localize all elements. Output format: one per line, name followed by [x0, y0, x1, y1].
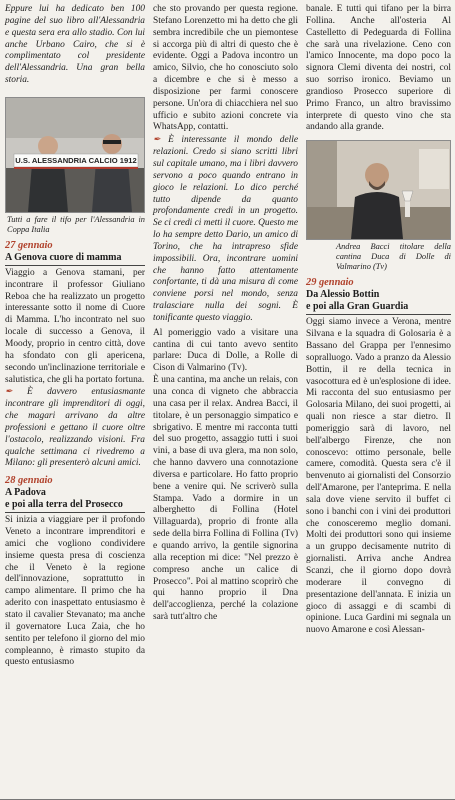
section-title-29-line2: e poi alla Gran Guardia [306, 301, 409, 313]
section-title-29-line1: Da Alessio Bottin [306, 289, 380, 301]
section-divider [5, 512, 145, 513]
section-divider [5, 265, 145, 266]
column-3 [306, 4, 451, 637]
column-2 [153, 4, 298, 624]
entry-29-body: Oggi siamo invece a Verona, mentre Silvana e la squadra di Golosaria è a Bassano del Grappa per l'ennesimo sopralluogo. Vado a pranzo da Alessio Bottin, il re della tecnica in vasocottura ed è un'esplosione di idee. Mi racconta del suo entusiasmo per Golosaria Milano, dei suoi progetti, ai quali non riesce a star dietro. Il pomeriggio sarà di lavoro, nel bell'albergo Firenze, che non conoscevo: ottimo personale, belle camere, comodità. Questa sera c'è il benvenuto ai giornalisti del Consorzio dell'Amarone, per l'anteprima. E nella sala dove viene servito il buffet ci sono i banchi con i vini dei produttori che conosceremo meglio domani. Molti dei produttori sono qui insieme a un gruppo decisamente nutrito di giornalisti. Arriva anche Andrea Scanzi, che il giorno dopo dovrà moderare il convegno di presentazione dell'annata. E inizia un gioco di assaggi e di scambi di opinione. Luca Gardini mi segnala un nuovo Amarone e così Alessan- [306, 317, 451, 636]
col2-paragraph-3: È una cantina, ma anche un relais, con una conca di vigneto che abbraccia una casa per il relax. Andrea Bacci, il titolare, è un personaggio simpatico e sbrigativo. E mentre mi racconta tutti del suo progetto, assaggio tutti i suoi vini, a base di uva glera, ma non solo, che hanno davvero una connotazione diversa e particolare. Ho fatto proprio bene a venire qui. Ne scriverò sulla Stampa. Vado a dormire in un alberghetto di Follina (Hotel Villaguarda), proprio di fronte alla sede della birra Follina di Follina (Tv) e quando arrivo, la gentile signorina alla reception mi dice: "Nel prezzo è compreso anche un calice di Prosecco". Poi al mattino scoprirò che qui hanno proprio il Dna dell'accoglienza, perché la colazione sarà tutt'altro che [153, 375, 298, 623]
intro-paragraph: Eppure lui ha dedicato ben 100 pagine del suo libro all'Alessandria e questa sera era allo stadio. Con lui anche Urbano Cairo, che si è complimentato col presidente dell'Alessandria. Una gran bella storia. [5, 4, 145, 86]
entry-27-note: È davvero entusiasmante incontrare gli imprenditori di oggi, che magari arrivano da altre professioni e gettano il cuore oltre l'ostacolo, realizzando visioni. Fra qualche settimana ci rivedremo a Milano: gli presenterò alcuni amici. [5, 387, 146, 469]
section-title-28-line1: A Padova [5, 487, 46, 499]
section-divider [306, 314, 451, 315]
pen-icon: ✒ [5, 386, 13, 397]
col2-paragraph-1: che sto provando per questa regione. Stefano Lorenzetto mi ha detto che gli sembra incredibile che un piemontese si accorga più di altri di questo che è evidente. Oggi a Padova incontro un amico, Silvio, che ho conosciuto solo a dicembre e che si è messo a disposizione per farmi conoscere persone. Un'ora di chiacchiera nel suo ufficio e subito azioni concrete via WhatsApp, contatti. [153, 4, 298, 133]
section-title-27: A Genova cuore di mamma [5, 251, 122, 263]
col2-note: È interessante il mondo delle relazioni. Credo si siano scritti libri sul capitale umano, ma i libri davvero servono a poco quando entrano in gioco le relazioni. Lo dico perché tutto dipende da quanto profondamente credi in un progetto. Se ci credi ci metti il cuore. Questo me lo ha sempre detto Dario, un amico di Torino, che ha intrapreso sfide impossibili. Ora, incontrare uomini che hanno fatto attentamente confortante, ti dà una misura di come conviene porsi nel mondo, senza tralasciare nulla dei sogni. È tonificante questo viaggio. [153, 135, 298, 323]
date-heading-28: 28 gennaio [5, 475, 53, 487]
winemaker-photo-image [307, 141, 451, 239]
section-title-28-line2: e poi alla terra del Prosecco [5, 499, 123, 511]
scarf-banner-text: U.S. ALESSANDRIA CALCIO 1912 [15, 155, 137, 165]
col3-paragraph-1: banale. E tutti qui tifano per la birra Follina. Anche all'osteria Al Castelletto di Pedeguarda di Follina che sarà una rivelazione. Ceno con l'amico Innocente, ma dopo poco la signora Clemi diventa dei nostri, col suo sorriso ironico. Beviamo un grandioso Prosecco superiore di Primo Franco, un altro bravissimo interprete di questo vino che sta andando alla grande. [306, 4, 451, 133]
photo-winemaker [306, 140, 451, 240]
date-heading-29: 29 gennaio [306, 277, 354, 289]
column-1 [5, 4, 145, 669]
col2-paragraph-2: Al pomeriggio vado a visitare una cantina di cui tanto avevo sentito parlare: Duca di Dolle, a Rolle di Cison di Valmarino (Tv). [153, 327, 298, 374]
winemaker-caption: Andrea Bacci titolare della cantina Duca di Dolle di Valmarino (Tv) [336, 242, 451, 272]
date-heading-27: 27 gennaio [5, 239, 53, 251]
pen-icon: ✒ [153, 134, 161, 145]
photo-stadium [5, 97, 145, 213]
entry-28-body: Si inizia a viaggiare per il profondo Veneto a incontrare imprenditori e amici che vogliono condividere insieme questa presa di coscienza che il Veneto è la regione dell'innovazione, soprattutto in campo alimentare. Il primo che ha aderito con inaspettato entusiasmo è stato il cavalier Stevanato; ma anche il governatore Luca Zaia, che ho sentito per telefono il giorno del mio compleanno, è rimasto stupito da questo entusiasmo [5, 515, 145, 668]
entry-27-body: Viaggio a Genova stamani, per incontrare il professor Giuliano Reboa che ha realizzato un progetto interessante sotto il nome di Cuore di Mamma. L'ho incontrato nel suo locale di successo a Genova, il Moody, proprio in centro città, dove ha sfondato con gli apericena, secondo un'inclinazione territoriale e salutistica, che gli ha portato fortuna. [5, 267, 145, 385]
photo-caption: Tutti a fare il tifo per l'Alessandria in Coppa Italia [7, 214, 145, 234]
